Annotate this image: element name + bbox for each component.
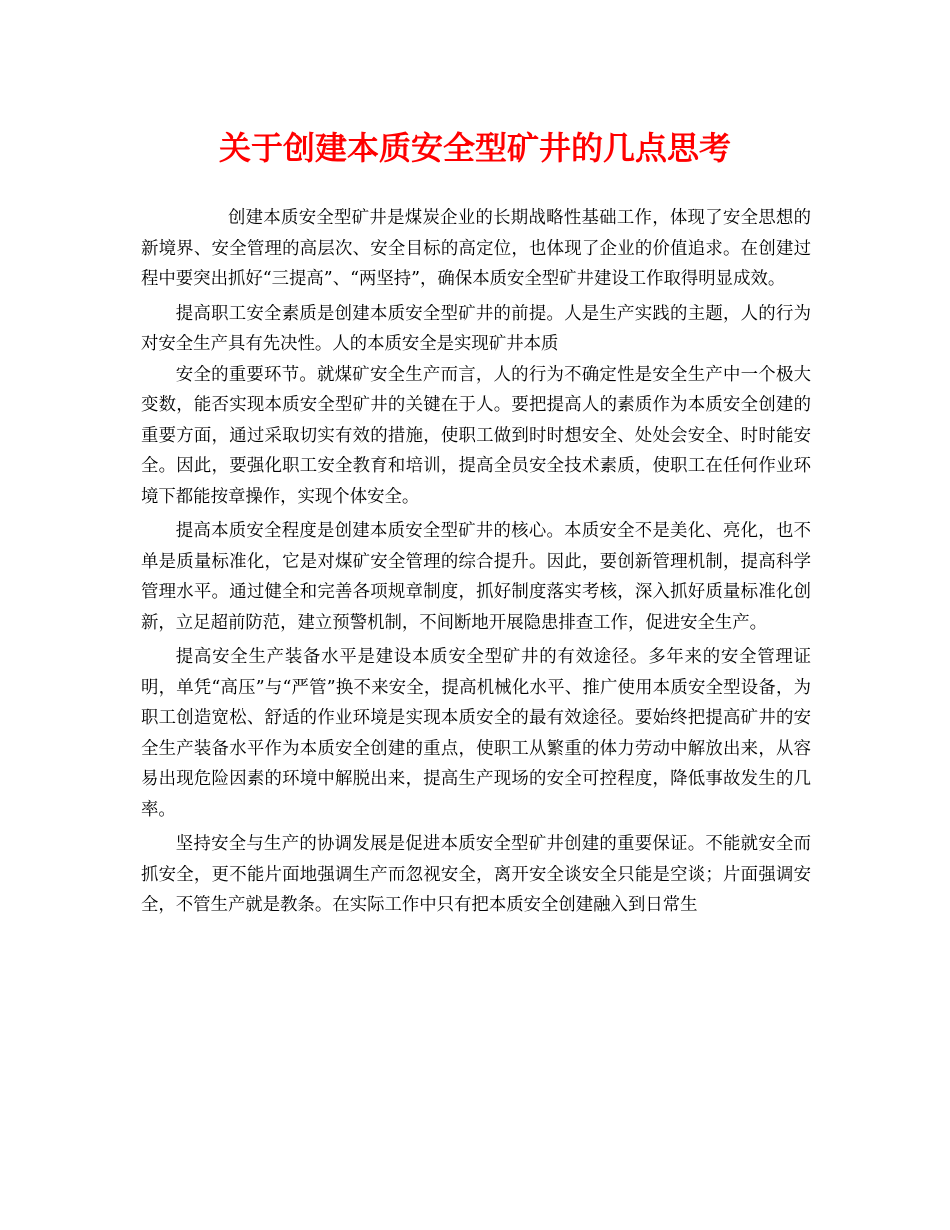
paragraph-intro: 创建本质安全型矿井是煤炭企业的长期战略性基础工作，体现了安全思想的新境界、安全管理的高层次、安全目标的高定位，也体现了企业的价值追求。在创建过程中要突出抓好“三提高”、“两坚持”，确保本质安全型矿井建设工作取得明显成效。 [141, 208, 811, 289]
paragraph-safety-level: 提高本质安全程度是创建本质安全型矿井的核心。本质安全不是美化、亮化，也不单是质量标准化，它是对煤矿安全管理的综合提升。因此，要创新管理机制，提高科学管理水平。通过健全和完善各项规章制度，抓好制度落实考核，深入抓好质量标准化创新，立足超前防范，建立预警机制，不间断地开展隐患排查工作，促进安全生产。 [141, 521, 811, 633]
paragraph-human-factor: 安全的重要环节。就煤矿安全生产而言，人的行为不确定性是安全生产中一个极大变数，能否实现本质安全型矿井的关键在于人。要把提高人的素质作为本质安全创建的重要方面，通过采取切实有效的措施，使职工做到时时想安全、处处会安全、时时能安全。因此，要强化职工安全教育和培训，提高全员安全技术素质，使职工在任何作业环境下都能按章操作，实现个体安全。 [141, 364, 811, 507]
paragraph-equipment: 提高安全生产装备水平是建设本质安全型矿井的有效途径。多年来的安全管理证明，单凭“高压”与“严管”换不来安全，提高机械化水平、推广使用本质安全型设备，为职工创造宽松、舒适的作业环境是实现本质安全的最有效途径。要始终把提高矿井的安全生产装备水平作为本质安全创建的重点，使职工从繁重的体力劳动中解放出来，从容易出现危险因素的环境中解脱出来，提高生产现场的安全可控程度，降低事故发生的几率。 [141, 647, 811, 820]
document-body [141, 203, 811, 925]
paragraph-worker-quality: 提高职工安全素质是创建本质安全型矿井的前提。人是生产实践的主题，人的行为对安全生产具有先决性。人的本质安全是实现矿井本质 [141, 303, 811, 354]
document-title: 关于创建本质安全型矿井的几点思考 [218, 129, 731, 167]
paragraph-coordination: 坚持安全与生产的协调发展是促进本质安全型矿井创建的重要保证。不能就安全而抓安全，更不能片面地强调生产而忽视安全，离开安全谈安全只能是空谈；片面强调安全，不管生产就是教条。在实际工作中只有把本质安全创建融入到日常生 [141, 834, 811, 915]
